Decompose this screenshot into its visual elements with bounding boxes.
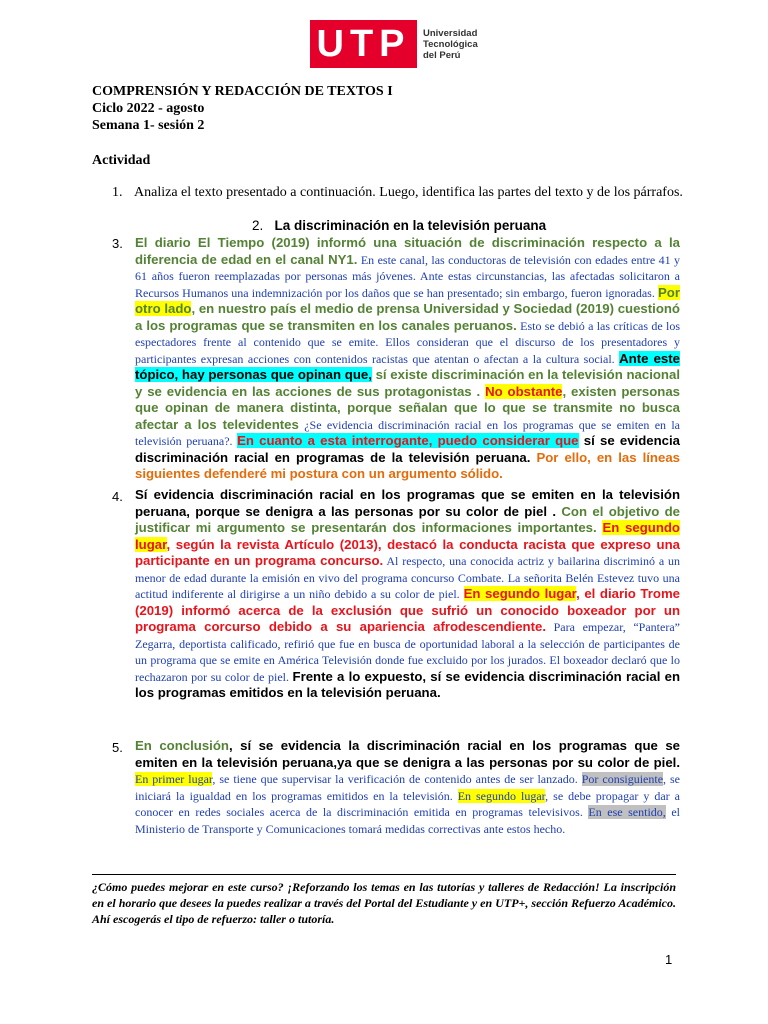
paragraph-3	[135, 235, 680, 483]
essay-title-text: La discriminación en la televisión peruana	[274, 218, 547, 233]
instruction-number: 1.	[112, 185, 123, 200]
p3-s5: Esto se debió a las críticas de los espectadores frente al contenido que se emite. Ellos consideran que el discurso de los presentadores y participantes expresan acciones con contenidos racistas que atentan o afectan a la cultura social.	[135, 318, 680, 366]
logo-line-2: Tecnológica	[423, 38, 478, 50]
p3-s11: En cuanto a esta interrogante, puedo considerar que	[237, 433, 579, 448]
p3-s9: , existen personas que opinan de manera distinta, porque señalan que lo que se transmite no busca afectar a los televidentes	[135, 383, 680, 432]
p5-s8: En segundo lugar	[457, 788, 546, 803]
course-title: COMPRENSIÓN Y REDACCIÓN DE TEXTOS I	[92, 84, 393, 99]
p4-s7: , el diario Trome (2019) informó acerca de la exclusión que sufrió un conocido boxeador por un programa corcurso debido a su apariencia afrodescendiente.	[135, 586, 681, 634]
p4-s4: , según la revista Artículo (2013), destacó la conducta racista que expreso una participante en un programa concurso.	[135, 536, 680, 568]
p3-s13: Por ello, en las líneas siguientes defenderé mi postura con un argumento sólido.	[135, 449, 680, 481]
logo-wordmark	[423, 28, 478, 61]
instruction-item	[112, 185, 683, 201]
p5-s1: En conclusión	[135, 738, 229, 753]
p5-s4: En primer lugar	[135, 772, 213, 786]
course-cycle: Ciclo 2022 - agosto	[92, 101, 205, 116]
p3-s6: Ante este tópico, hay personas que opinan que,	[135, 350, 680, 382]
p3-s2: En este canal, las conductoras de televisión con edades entre 41 y 61 años fueron reemplazadas por personas más jóvenes. Ante estas circunstancias, las afectadas solicitaron a Recursos Humanos una indemnización por los daños que se han presentado; sin embargo, fueron ignoradas.	[135, 252, 680, 300]
p5-s6: Por consiguiente	[581, 772, 664, 786]
p3-s12: sí se evidencia discriminación racial en programas de la televisión peruana.	[135, 433, 680, 465]
p3-s3: Por otro lado	[135, 284, 680, 316]
p5-s5: , se tiene que supervisar la verificación de contenido antes de ser lanzado.	[212, 772, 582, 786]
page-number: 1	[665, 952, 673, 967]
paragraph-5	[135, 738, 680, 837]
paragraph-4-number: 4.	[112, 489, 123, 504]
p5-s11: el Ministerio de Transporte y Comunicaciones tomará medidas correctivas ante estos hecho.	[135, 805, 680, 836]
footer-divider	[92, 874, 676, 875]
course-header	[92, 83, 393, 134]
utp-logo	[310, 20, 478, 68]
p5-s9: , se debe propagar y dar a conocer en redes sociales acerca de la discriminación emitida en programas televisivos.	[135, 788, 680, 819]
course-week: Semana 1- sesión 2	[92, 118, 205, 133]
logo-mark: UTP	[310, 20, 417, 68]
logo-line-3: del Perú	[423, 49, 461, 61]
logo-line-1: Universidad	[423, 27, 478, 39]
p4-s2: Con el objetivo de justificar mi argumento se presentarán dos informaciones importantes.	[135, 503, 681, 535]
p4-s8: Para empezar, “Pantera” Zegarra, deportista calificado, refirió que fue en busca de oportunidad laboral a la selección de participantes de un programa que se emite en América Televisión donde fue excluido por los jurados. El boxeador declaró que lo rechazaron por su color de piel.	[135, 620, 680, 684]
p3-s1: El diario El Tiempo (2019) informó una situación de discriminación respecto a la diferencia de edad en el canal NY1.	[135, 235, 680, 267]
p4-s6: En segundo lugar	[463, 586, 577, 601]
p5-s7: , se iniciará la igualdad en los programas emitidos en la televisión.	[135, 772, 680, 803]
p4-s9: Frente a lo expuesto, sí se evidencia discriminación racial en los programas emitidos en la televisión peruana.	[135, 668, 681, 700]
instruction-text: Analiza el texto presentado a continuación. Luego, identifica las partes del texto y de los párrafos.	[134, 185, 683, 200]
p3-s4: , en nuestro país el medio de prensa Universidad y Sociedad (2019) cuestionó a los programas que se transmiten en los canales peruanos.	[135, 301, 680, 333]
p4-s3: En segundo lugar	[135, 520, 680, 552]
essay-title-number: 2.	[252, 218, 264, 233]
essay-title	[252, 218, 546, 233]
paragraph-4	[135, 487, 680, 702]
activity-heading: Actividad	[92, 153, 151, 168]
p4-s1: Sí evidencia discriminación racial en los programas que se emiten en la televisión peruana, porque se denigra a las personas por su color de piel .	[135, 487, 680, 519]
p3-s10: ¿Se evidencia discriminación racial en los programas que se emiten en la televisión peruana?.	[135, 417, 681, 448]
p5-s2: , sí se evidencia la discriminación racial en los programas que se emiten en la televisión peruana,ya que se denigra a las personas por su color de piel.	[135, 738, 680, 770]
paragraph-5-number: 5.	[112, 740, 123, 755]
p4-s5: Al respecto, una conocida actriz y bailarina discriminó a un menor de edad durante la emisión en vivo del programa concurso Combate. La señorita Belén Estevez tuvo una actitud indiferente al dirigirse a un niño debido a su color de piel.	[135, 554, 680, 601]
p3-s8: No obstante	[485, 383, 563, 399]
paragraph-3-number: 3.	[112, 236, 123, 251]
p5-s10: En ese sentido,	[588, 805, 666, 819]
p3-s7: sí existe discriminación en la televisión nacional y se evidencia en las acciones de sus protagonistas .	[135, 367, 680, 399]
footer-note: ¿Cómo puedes mejorar en este curso? ¡Reforzando los temas en las tutorías y talleres de Redacción! La inscripción en el horario que desees la puedes realizar a través del Portal del Estudiante y en UTP+, sección Refuerzo Académico. Ahí escogerás el tipo de refuerzo: taller o tutoría.	[92, 880, 676, 926]
